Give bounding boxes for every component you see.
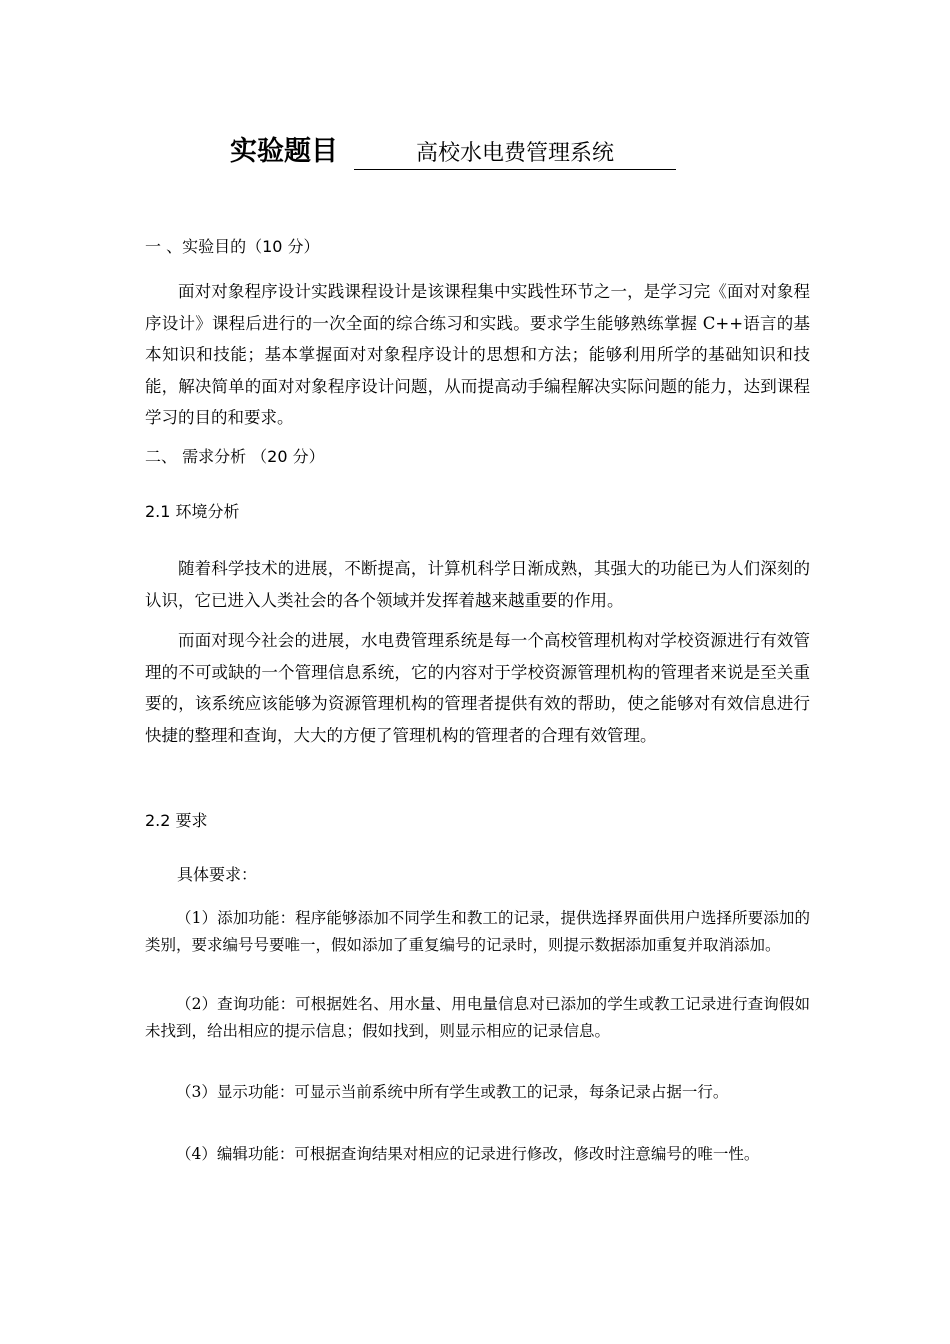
env-paragraph-1: 随着科学技术的进展，不断提高，计算机科学日渐成熟，其强大的功能已为人们深刻的认识，它已进入人类社会的各个领域并发挥着越来越重要的作用。 [145,559,810,610]
section1-paragraph: 面对对象程序设计实践课程设计是该课程集中实践性环节之一，是学习完《面对对象程序设计》课程后进行的一次全面的综合练习和实践。要求学生能够熟练掌握 C++语言的基本知识和技能；基本掌握面对对象程序设计的思想和方法；能够利用所学的基础知识和技能，解决简单的面对对象程序设计问题，从而提高动手编程解决实际问题的能力，达到课程学习的目的和要求。 [145,282,810,427]
section1-heading: 一 、实验目的（10 分） [145,237,320,256]
title-value: 高校水电费管理系统 [354,138,676,170]
section2-heading: 二、 需求分析 （20 分） [145,447,325,466]
requirement-item: （3）显示功能：可显示当前系统中所有学生或教工的记录，每条记录占据一行。 [176,1083,729,1101]
subsection-2-2-heading: 2.2 要求 [145,811,208,830]
requirement-item: （1）添加功能：程序能够添加不同学生和教工的记录，提供选择界面供用户选择所要添加的类别，要求编号号要唯一，假如添加了重复编号的记录时，则提示数据添加重复并取消添加。 [145,909,810,954]
env-paragraph-2: 而面对现今社会的进展，水电费管理系统是每一个高校管理机构对学校资源进行有效管理的不可或缺的一个管理信息系统，它的内容对于学校资源管理机构的管理者来说是至关重要的，该系统应该能够为资源管理机构的管理者提供有效的帮助，使之能够对有效信息进行快捷的整理和查询，大大的方便了管理机构的管理者的合理有效管理。 [145,631,810,745]
title-row [230,130,690,170]
requirement-item: （4）编辑功能：可根据查询结果对相应的记录进行修改，修改时注意编号的唯一性。 [176,1145,760,1163]
subsection-2-1-heading: 2.1 环境分析 [145,502,240,521]
requirement-item: （2）查询功能：可根据姓名、用水量、用电量信息对已添加的学生或教工记录进行查询假如未找到，给出相应的提示信息；假如找到，则显示相应的记录信息。 [145,995,810,1040]
requirements-intro: 具体要求： [177,865,258,884]
title-label: 实验题目 [230,136,338,167]
